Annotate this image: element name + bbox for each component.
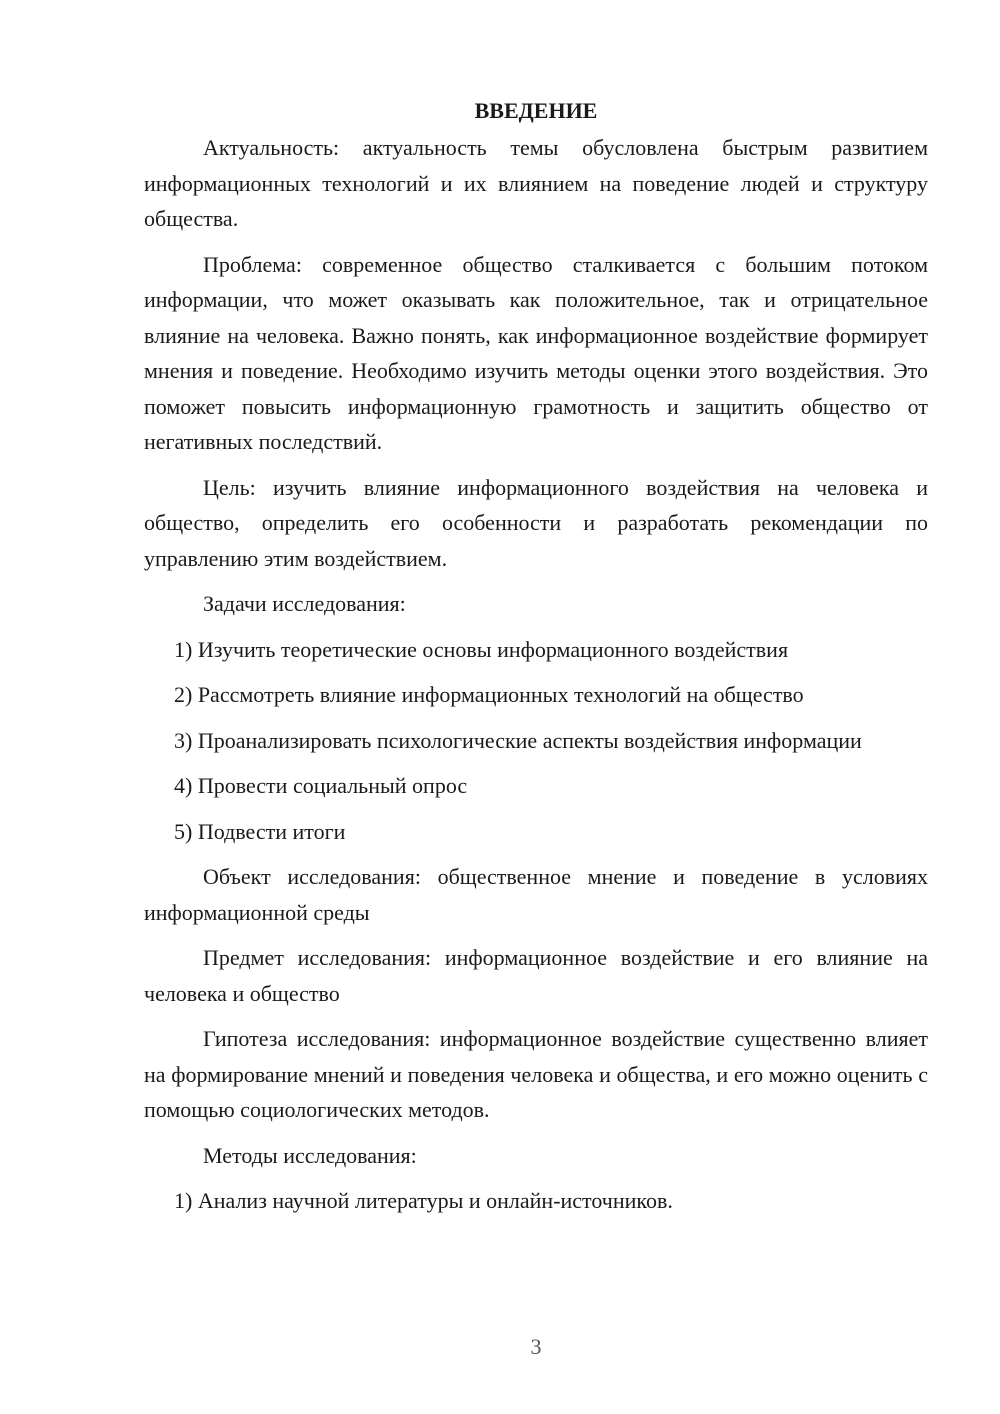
goal-paragraph: Цель: изучить влияние информационного воздействия на человека и общество, определить его особенности и разработать рекомендации по управлению этим воздействием. bbox=[144, 474, 928, 571]
subject-paragraph: Предмет исследования: информационное воздействие и его влияние на человека и общество bbox=[144, 945, 928, 1006]
task-item: 3) Проанализировать психологические аспекты воздействия информации bbox=[174, 727, 862, 753]
page-title: ВВЕДЕНИЕ bbox=[474, 98, 598, 123]
task-item: 5) Подвести итоги bbox=[174, 818, 346, 844]
relevance-paragraph: Актуальность: актуальность темы обусловлена быстрым развитием информационных технологий и их влиянием на поведение людей и структуру общества. bbox=[144, 135, 928, 231]
methods-label: Методы исследования: bbox=[203, 1142, 417, 1168]
methods-list bbox=[144, 1183, 928, 1219]
task-item: 1) Изучить теоретические основы информационного воздействия bbox=[174, 636, 789, 662]
task-item: 4) Провести социальный опрос bbox=[174, 773, 468, 798]
hypothesis-paragraph: Гипотеза исследования: информационное воздействие существенно влияет на формирование мнений и поведения человека и общества, и его можно оценить с помощью социологических методов. bbox=[144, 1026, 928, 1122]
page-number: 3 bbox=[530, 1334, 542, 1359]
method-item: 1) Анализ научной литературы и онлайн-источников. bbox=[174, 1188, 673, 1213]
tasks-list bbox=[144, 632, 928, 850]
tasks-label: Задачи исследования: bbox=[203, 591, 406, 616]
problem-paragraph: Проблема: современное общество сталкивается с большим потоком информации, что может оказывать как положительное, так и отрицательное влияние на человека. Важно понять, как информационное воздействие формирует мнения и поведение. Необходимо изучить методы оценки этого воздействия. Это поможет повысить информационную грамотность и защитить общество от негативных последствий. bbox=[144, 251, 928, 454]
task-item: 2) Рассмотреть влияние информационных технологий на общество bbox=[174, 682, 804, 707]
object-paragraph: Объект исследования: общественное мнение и поведение в условиях информационной среды bbox=[144, 864, 928, 925]
document-page bbox=[144, 96, 928, 1229]
